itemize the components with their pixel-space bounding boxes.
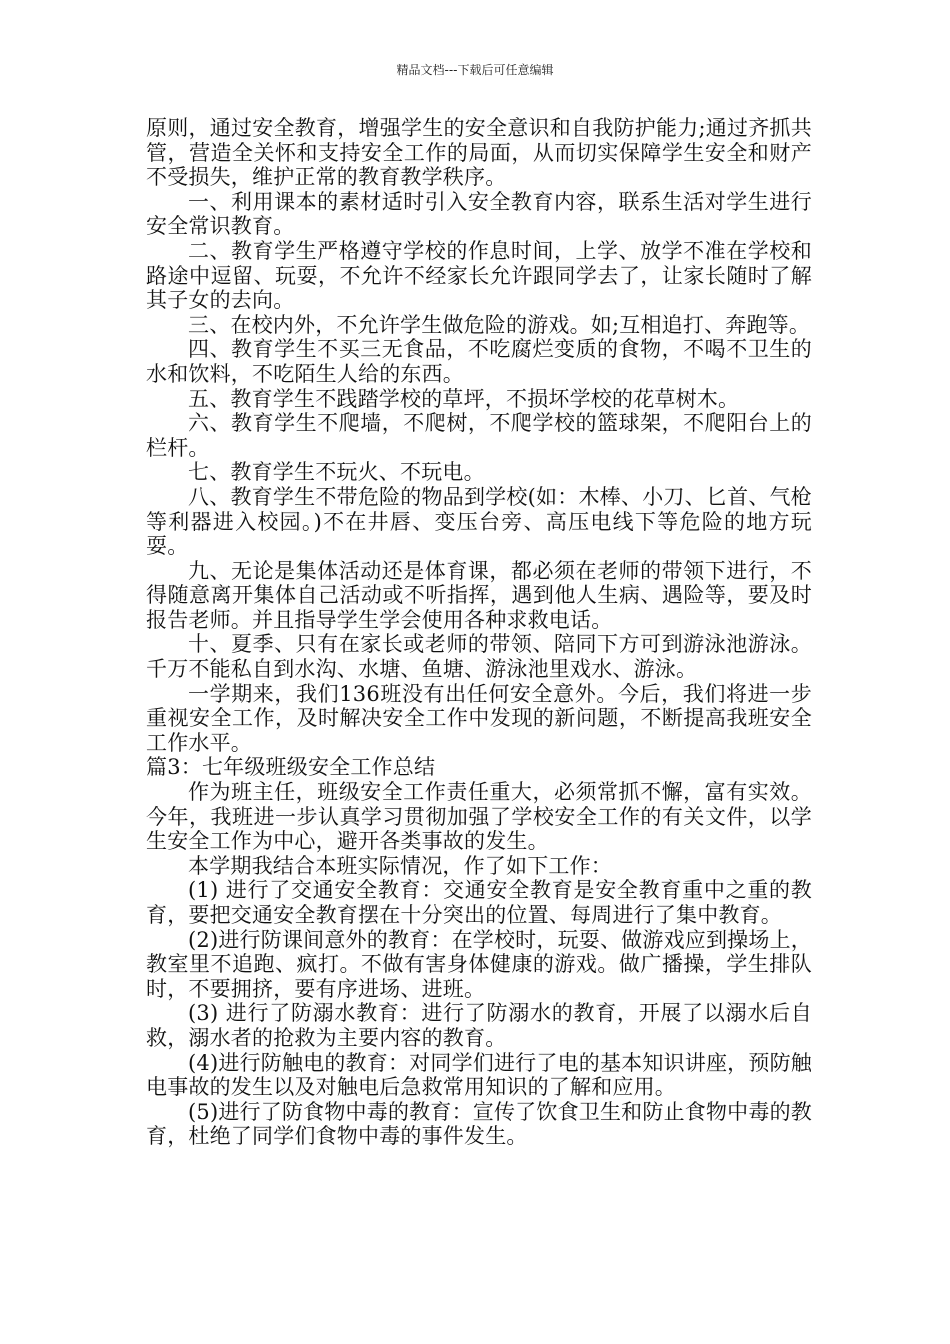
paragraph: (2)进行防课间意外的教育：在学校时，玩耍、做游戏应到操场上，教室里不追跑、疯打。不做有害身体健康的游戏。做广播操，学生排队时，不要拥挤，要有序进场、进班。 xyxy=(146,927,812,1001)
paragraph: 七、教育学生不玩火、不玩电。 xyxy=(188,460,485,485)
paragraph: 二、教育学生严格遵守学校的作息时间，上学、放学不准在学校和路途中逗留、玩耍，不允许不经家长允许跟同学去了，让家长随时了解其子女的去向。 xyxy=(146,238,812,313)
document-body xyxy=(146,116,812,1149)
paragraph: (1) 进行了交通安全教育：交通安全教育是安全教育重中之重的教育，要把交通安全教育摆在十分突出的位置、每周进行了集中教育。 xyxy=(146,878,812,927)
paragraph: 四、教育学生不买三无食品，不吃腐烂变质的食物，不喝不卫生的水和饮料，不吃陌生人给的东西。 xyxy=(146,337,812,386)
paragraph: 八、教育学生不带危险的物品到学校(如：木棒、小刀、匕首、气枪等利器进入校园。)不在井唇、变压台旁、高压电线下等危险的地方玩耍。 xyxy=(146,484,812,559)
paragraph: (5)进行了防食物中毒的教育：宣传了饮食卫生和防止食物中毒的教育，杜绝了同学们食物中毒的事件发生。 xyxy=(146,1099,812,1149)
paragraph: 六、教育学生不爬墙，不爬树，不爬学校的篮球架，不爬阳台上的栏杆。 xyxy=(146,411,812,460)
paragraph: 三、在校内外，不允许学生做危险的游戏。如;互相追打、奔跑等。 xyxy=(188,312,811,337)
paragraph: (3) 进行了防溺水教育：进行了防溺水的教育，开展了以溺水后自救，溺水者的抢救为主要内容的教育。 xyxy=(146,1001,812,1050)
paragraph: 九、无论是集体活动还是体育课，都必须在老师的带领下进行，不得随意离开集体自己活动或不听指挥，遇到他人生病、遇险等，要及时报告老师。并且指导学生学会使用各种求救电话。 xyxy=(146,558,812,632)
paragraph: 一学期来，我们136班没有出任何安全意外。今后，我们将进一步重视安全工作，及时解决安全工作中发现的新问题，不断提高我班安全工作水平。 xyxy=(146,681,812,755)
paragraph: 十、夏季、只有在家长或老师的带领、陪同下方可到游泳池游泳。千万不能私自到水沟、水塘、鱼塘、游泳池里戏水、游泳。 xyxy=(146,632,812,682)
section-heading: 篇3：七年级班级安全工作总结 xyxy=(146,755,436,780)
paragraph: 本学期我结合本班实际情况，作了如下工作： xyxy=(188,853,612,878)
paragraph: (4)进行防触电的教育：对同学们进行了电的基本知识讲座，预防触电事故的发生以及对触电后急救常用知识的了解和应用。 xyxy=(146,1050,812,1100)
paragraph: 一、利用课本的素材适时引入安全教育内容，联系生活对学生进行安全常识教育。 xyxy=(146,189,812,239)
paragraph: 原则，通过安全教育，增强学生的安全意识和自我防护能力;通过齐抓共管，营造全关怀和支持安全工作的局面，从而切实保障学生安全和财产不受损失，维护正常的教育教学秩序。 xyxy=(146,116,812,190)
page-header: 精品文档---下载后可任意编辑 xyxy=(396,63,554,77)
paragraph: 五、教育学生不践踏学校的草坪，不损坏学校的花草树木。 xyxy=(188,386,740,411)
paragraph: 作为班主任，班级安全工作责任重大，必须常抓不懈，富有实效。今年，我班进一步认真学习贯彻加强了学校安全工作的有关文件，以学生安全工作为中心，避开各类事故的发生。 xyxy=(146,780,812,854)
